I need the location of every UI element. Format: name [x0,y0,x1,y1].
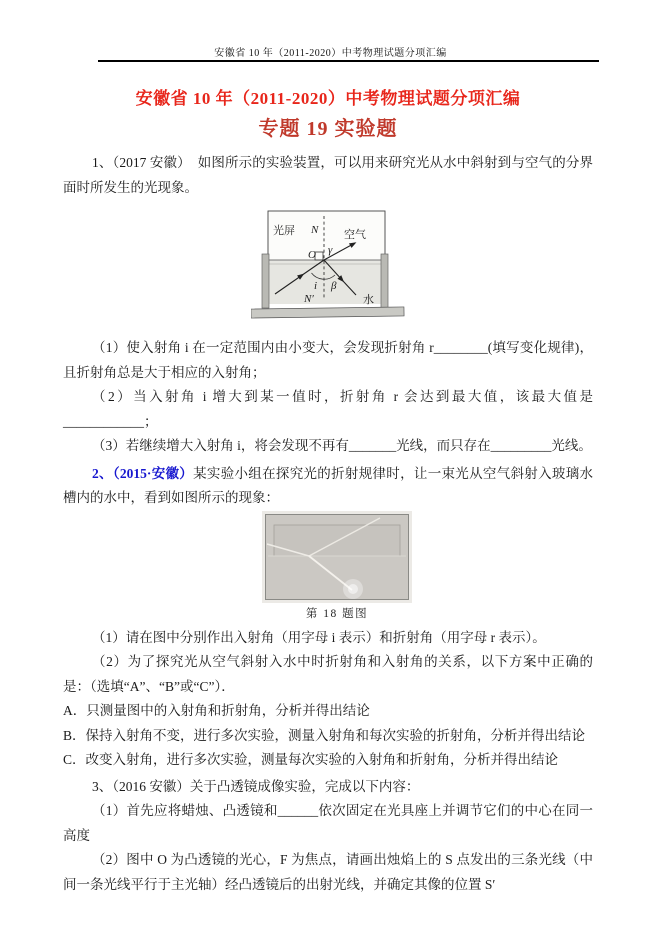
label-beta-angle: β [331,280,337,292]
question-1-part-2: （2）当入射角 i 增大到某一值时，折射角 r 会达到最大值，该最大值是____________； [63,389,593,429]
question-3-part-2: （2）图中 O 为凸透镜的光心，F 为焦点，请画出烛焰上的 S 点发出的三条光线（中间一条光线平行于主光轴）经凸透镜后的出射光线，并确定其像的位置 S′ [63,852,593,892]
question-3-part-1: （1）首先应将蜡烛、凸透镜和______依次固定在光具座上并调节它们的中心在同一高度 [63,803,593,843]
question-1-part-1: （1）使入射角 i 在一定范围内由小变大，会发现折射角 r________(填写变化规律)，且折射角总是大于相应的入射角； [63,340,593,380]
figure-caption: 第 18 题图 [305,607,369,620]
refraction-diagram [251,207,407,322]
question-2-option-a: A．只测量图中的入射角和折射角，分析并得出结论 [63,703,370,718]
label-water: 水 [363,294,374,306]
table-base [251,307,404,318]
question-2-option-c: C．改变入射角，进行多次实验，测量每次实验的入射角和折射角，分析并得出结论 [63,752,559,767]
tank-wall-left [262,254,269,308]
question-2-option-b: B．保持入射角不变，进行多次实验，测量入射角和每次实验的折射角，分析并得出结论 [63,727,586,743]
question-2-text: 某实验小组在探究光的折射规律时，让一束光从空气斜射入玻璃水槽内的水中，看到如图所示的现象： [63,465,593,505]
question-1-stem: 1、（2017 安徽） 如图所示的实验装置，可以用来研究光从水中斜射到与空气的分界面时所发生的光现象。 [63,155,593,195]
figure-photo-block [265,514,409,621]
tank-wall-right [381,254,388,308]
label-incident-angle: i [314,280,318,292]
label-gamma-angle: γ [328,244,333,256]
question-2-stem [63,462,593,511]
running-header: 安徽省 10 年（2011-2020）中考物理试题分项汇编 [214,48,447,59]
photo-detail [266,515,408,599]
label-normal-bottom: N′ [304,293,314,305]
label-normal-top: N [311,224,319,236]
question-2-part-2: （2）为了探究光从空气斜射入水中时折射角和入射角的关系，以下方案中正确的是：（选填“A”、“B”或“C”）． [63,654,593,694]
question-2-part-1: （1）请在图中分别作出入射角（用字母 i 表示）和折射角（用字母 r 表示）。 [92,629,546,645]
header-rule [98,60,599,62]
label-light-screen: 光屏 [273,225,295,237]
page-subtitle: 专题 19 实验题 [258,118,398,140]
question-1-part-3: （3）若继续增大入射角 i，将会发现不再有_______光线，而只存在_________光线。 [92,438,592,453]
document-body [63,84,593,897]
question-3-stem: 3、（2016 安徽）关于凸透镜成像实验，完成以下内容： [92,778,420,794]
label-origin-o: O [308,249,316,261]
page-title: 安徽省 10 年（2011-2020）中考物理试题分项汇编 [135,89,521,108]
question-2-number: 2、（2015·安徽） [92,465,194,481]
beam-glow-inner [348,584,358,594]
refraction-photo [265,514,409,600]
label-air: 空气 [344,229,366,241]
figure-refraction-apparatus [251,207,407,327]
